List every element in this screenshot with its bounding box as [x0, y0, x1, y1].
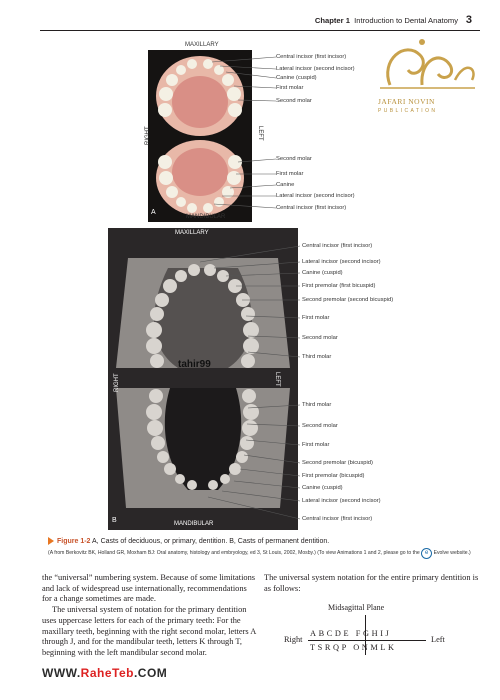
figure-a-callout-3: Canine (cuspid)	[276, 75, 317, 81]
body-column-right	[264, 573, 480, 594]
page-number: 3	[465, 14, 472, 26]
body-paragraph-3: The universal system notation for the entire primary dentition is as follows:	[264, 573, 479, 593]
figure-b-leader-lines	[200, 240, 302, 525]
figure-b-right-label: RIGHT	[114, 373, 120, 392]
caption-text: A, Casts of deciduous, or primary, dentition. B, Casts of permanent dentition.	[90, 537, 330, 545]
logo-name: JAFARI NOVIN	[378, 97, 435, 106]
caption-source	[48, 548, 480, 559]
chapter-label: Chapter 1	[314, 16, 350, 25]
figure-b-callout-4: First premolar (first bicuspid)	[302, 283, 376, 289]
notation-upper-row: ABCDE FGHIJ	[310, 629, 392, 638]
midsagittal-label: Midsagittal Plane	[328, 603, 385, 612]
figure-a-top-label: MAXILLARY	[185, 42, 219, 48]
figure-b-callout-7: Second molar	[302, 335, 338, 341]
figure-b-callout-5: Second premolar (second bicuspid)	[302, 297, 394, 303]
caption-source-text: (A from Berkovitz BK, Holland GR, Moxham BJ: Oral anatomy, histology and embryology, ed 3, St Louis, 2002, Mosby.) (To view Animations 1 and 2, please go to the	[48, 550, 420, 556]
figure-a-callout-1: Central incisor (first incisor)	[276, 54, 347, 60]
figure-a-callout-7: First molar	[276, 171, 304, 177]
figure-b-callout-6: First molar	[302, 315, 330, 321]
footer-prefix: WWW.	[42, 666, 81, 680]
figure-a-callout-8: Canine	[276, 182, 295, 188]
caption-figure-number: Figure 1-2	[57, 537, 91, 545]
body-paragraph-2: The universal system of notation for the primary dentition uses uppercase letters for each of the primary teeth: For the maxillary teeth, beginning with the right second molar, letters A through J, and for the mandibular teeth, letters K through T, beginning with the left mandibular second molar.	[42, 605, 256, 657]
figure-a-callout-2: Lateral incisor (second incisor)	[276, 66, 355, 72]
footer-url[interactable]	[42, 666, 167, 680]
caption-main	[48, 537, 480, 545]
footer-watermark	[42, 644, 262, 684]
figure-b-callout-16: Central incisor (first incisor)	[302, 516, 373, 522]
figure-b-callout-14: Canine (cuspid)	[302, 485, 343, 491]
figure-a-left-label: LEFT	[257, 126, 263, 141]
evolve-icon[interactable]: e	[421, 548, 432, 559]
figure-a-bottom-label: MANDIBULAR	[186, 214, 226, 220]
publisher-logo	[360, 30, 485, 120]
figure-caption	[48, 537, 480, 559]
figure-b-letter: B	[112, 517, 117, 524]
figure-a-leader-lines	[212, 50, 278, 220]
chapter-title: Introduction to Dental Anatomy	[354, 16, 458, 25]
notation-lower-row: TSRQP ONMLK	[310, 643, 397, 652]
footer-brand: RaheTeb	[80, 666, 134, 680]
figure-b-callout-12: Second premolar (bicuspid)	[302, 460, 373, 466]
body-paragraph-1: the “universal” numbering system. Because of some limitations and lack of widespread use internationally, recommendations for a change sometimes are made.	[42, 573, 256, 604]
notation-left-label: Left	[431, 635, 445, 644]
figure-b-top-label: MAXILLARY	[175, 230, 209, 236]
figure-a-callout-6: Second molar	[276, 156, 312, 162]
ornament-icon	[360, 30, 485, 96]
running-header	[280, 14, 480, 30]
figure-b-callout-13: First premolar (bicuspid)	[302, 473, 365, 479]
figure-b-bottom-label: MANDIBULAR	[174, 521, 214, 527]
chapter-heading	[315, 16, 458, 25]
figure-b-callout-9: Third molar	[302, 402, 332, 408]
logo-sub: PUBLICATION	[378, 108, 438, 114]
figure-a-callout-4: First molar	[276, 85, 304, 91]
play-icon[interactable]	[48, 537, 54, 545]
universal-notation-diagram	[282, 603, 482, 663]
footer-suffix: .COM	[133, 666, 168, 680]
notation-horizontal-line	[308, 640, 426, 641]
figure-a-callout-10: Central incisor (first incisor)	[276, 205, 347, 211]
figure-b-left-label: LEFT	[274, 372, 280, 387]
figure-a-letter: A	[151, 209, 156, 216]
watermark-text: tahir99	[178, 359, 211, 370]
figure-b-callout-2: Lateral incisor (second incisor)	[302, 259, 381, 265]
figure-a-right-label: RIGHT	[145, 126, 151, 145]
figure-b-callout-1: Central incisor (first incisor)	[302, 243, 373, 249]
figure-b-callout-11: First molar	[302, 442, 330, 448]
figure-b-callout-3: Canine (cuspid)	[302, 270, 343, 276]
figure-b-callout-8: Third molar	[302, 354, 332, 360]
figure-b-callout-10: Second molar	[302, 423, 338, 429]
notation-right-label: Right	[284, 635, 303, 644]
caption-source-end: Evolve website.)	[433, 550, 471, 556]
figure-b-callout-15: Lateral incisor (second incisor)	[302, 498, 381, 504]
figure-a-callout-9: Lateral incisor (second incisor)	[276, 193, 355, 199]
figure-a-callout-5: Second molar	[276, 98, 312, 104]
